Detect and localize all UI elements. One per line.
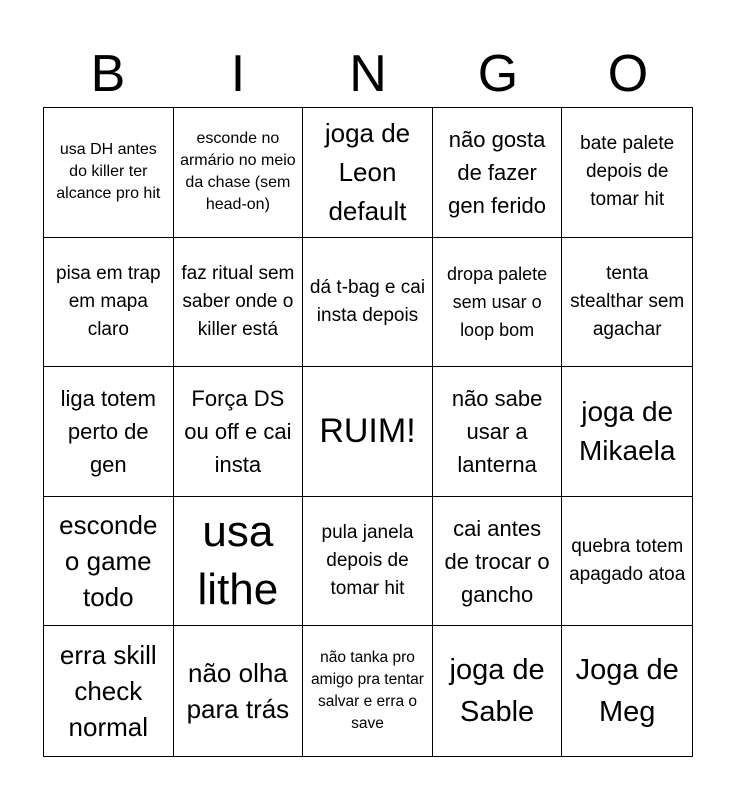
bingo-cell[interactable]: [562, 626, 692, 756]
bingo-cell[interactable]: [433, 497, 563, 627]
bingo-cell[interactable]: [174, 626, 304, 756]
cell-text: joga de Sable: [449, 654, 545, 729]
free-space-text: RUIM!: [319, 411, 416, 450]
cell-text: liga totem perto de gen: [60, 385, 156, 477]
cell-text: esconde o game todo: [59, 510, 158, 613]
bingo-cell[interactable]: [174, 497, 304, 627]
bingo-board: [43, 107, 693, 757]
cell-text: não tanka pro amigo pra tentar salvar e erra o save: [311, 649, 424, 733]
bingo-cell[interactable]: [433, 238, 563, 368]
cell-text: dropa palete sem usar o loop bom: [447, 263, 548, 340]
bingo-cell[interactable]: [433, 367, 563, 497]
bingo-cell[interactable]: [174, 108, 304, 238]
cell-text: usa lithe: [197, 507, 279, 615]
bingo-cell[interactable]: [562, 238, 692, 368]
cell-text: pisa em trap em mapa claro: [56, 262, 161, 340]
bingo-cell[interactable]: [562, 497, 692, 627]
cell-text: joga de Leon default: [324, 117, 411, 226]
bingo-cell[interactable]: [303, 626, 433, 756]
cell-text: Força DS ou off e cai insta: [184, 385, 292, 477]
bingo-cell[interactable]: [433, 626, 563, 756]
cell-text: esconde no armário no meio da chase (sem head-on): [180, 130, 296, 214]
cell-text: bate palete depois de tomar hit: [580, 133, 675, 211]
cell-text: cai antes de trocar o gancho: [444, 515, 550, 607]
bingo-cell[interactable]: [433, 108, 563, 238]
cell-text: quebra totem apagado atoa: [569, 536, 686, 586]
bingo-cell[interactable]: [303, 497, 433, 627]
cell-text: tenta stealthar sem agachar: [570, 262, 685, 340]
bingo-cell[interactable]: [303, 108, 433, 238]
title-letter-b: B: [90, 45, 126, 103]
bingo-cell[interactable]: [44, 238, 174, 368]
bingo-cell[interactable]: [562, 367, 692, 497]
bingo-cell[interactable]: [174, 367, 304, 497]
bingo-cell[interactable]: [562, 108, 692, 238]
cell-text: usa DH antes do killer ter alcance pro hit: [56, 141, 161, 203]
cell-text: faz ritual sem saber onde o killer está: [181, 262, 295, 340]
bingo-cell[interactable]: [44, 626, 174, 756]
cell-text: joga de Mikaela: [578, 396, 676, 467]
bingo-cell[interactable]: [44, 497, 174, 627]
title-letter-n: N: [349, 45, 387, 103]
bingo-cell[interactable]: [303, 238, 433, 368]
cell-text: Joga de Meg: [575, 654, 679, 729]
free-space-cell[interactable]: [303, 367, 433, 497]
cell-text: não olha para trás: [186, 658, 290, 725]
bingo-cell[interactable]: [44, 367, 174, 497]
bingo-title: [43, 44, 693, 104]
title-letter-o: O: [607, 45, 649, 103]
title-letter-g: G: [477, 45, 519, 103]
title-letter-i: I: [230, 45, 246, 103]
cell-text: não gosta de fazer gen ferido: [448, 126, 547, 218]
cell-text: não sabe usar a lanterna: [451, 385, 543, 477]
cell-text: pula janela depois de tomar hit: [321, 522, 414, 600]
bingo-cell[interactable]: [44, 108, 174, 238]
bingo-cell[interactable]: [174, 238, 304, 368]
cell-text: dá t-bag e cai insta depois: [309, 276, 426, 326]
cell-text: erra skill check normal: [59, 640, 157, 743]
